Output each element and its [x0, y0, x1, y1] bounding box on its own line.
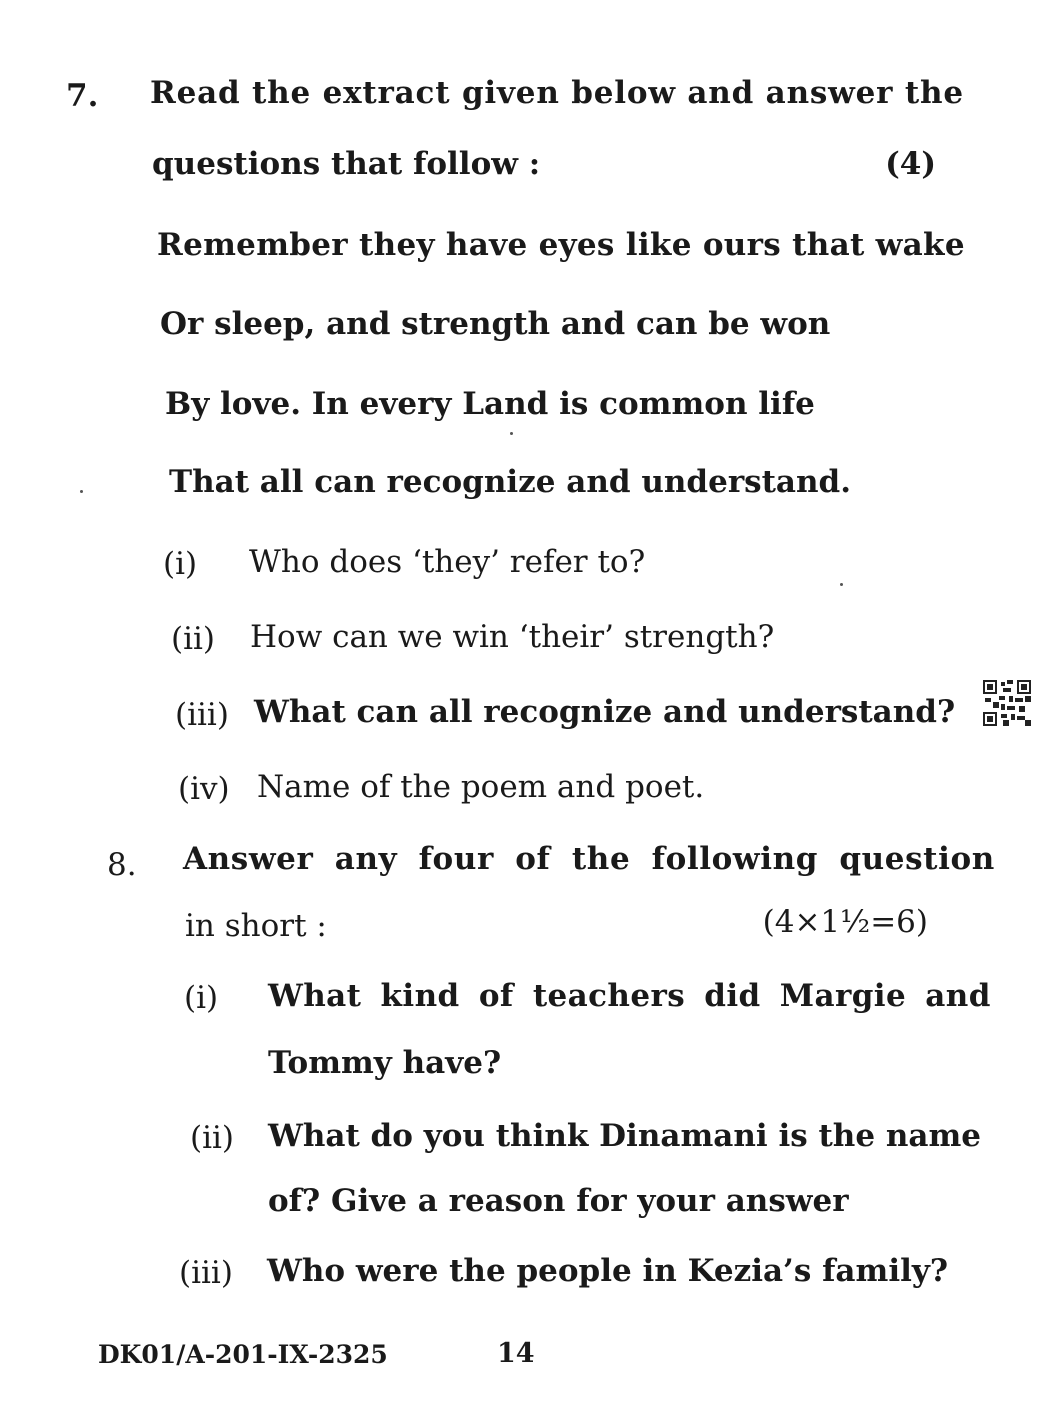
q7-prompt-line2: questions that follow :	[152, 146, 541, 182]
scan-speck	[510, 432, 513, 435]
q8-sub-i-label: (i)	[184, 980, 219, 1016]
q7-sub-iv-text: Name of the poem and poet.	[257, 769, 705, 805]
q7-marks: (4)	[885, 146, 936, 182]
q8-number: 8.	[107, 847, 137, 883]
scan-speck	[840, 583, 843, 586]
q8-prompt-line2: in short :	[185, 908, 327, 944]
q7-extract-line4: That all can recognize and understand.	[169, 464, 852, 500]
q7-extract-line1: Remember they have eyes like ours that wake	[157, 227, 965, 263]
q8-sub-ii-line1: What do you think Dinamani is the name	[268, 1118, 981, 1154]
q8-sub-ii-line2: of? Give a reason for your answer	[268, 1183, 849, 1219]
q8-prompt-line1: Answer any four of the following question	[183, 841, 995, 877]
q7-sub-iii-label: (iii)	[175, 697, 229, 733]
q7-extract-line2: Or sleep, and strength and can be won	[160, 306, 831, 342]
q7-sub-i-text: Who does ‘they’ refer to?	[249, 544, 646, 580]
q7-sub-ii-label: (ii)	[171, 621, 216, 657]
q7-number: 7.	[66, 78, 99, 114]
q7-sub-iv-label: (iv)	[178, 771, 230, 807]
q8-sub-iii-label: (iii)	[179, 1255, 233, 1291]
q7-sub-ii-text: How can we win ‘their’ strength?	[250, 619, 775, 655]
q7-extract-line3: By love. In every Land is common life	[165, 386, 815, 422]
q7-prompt-line1: Read the extract given below and answer the	[150, 75, 964, 111]
q8-sub-i-line1: What kind of teachers did Margie and	[268, 978, 991, 1014]
qr-code-icon	[983, 680, 1031, 726]
q7-sub-iii-text: What can all recognize and understand?	[254, 694, 956, 730]
q8-sub-i-line2: Tommy have?	[268, 1045, 502, 1081]
q8-marks: (4×1½=6)	[762, 904, 928, 940]
q7-sub-i-label: (i)	[163, 546, 198, 582]
page-number: 14	[497, 1338, 535, 1369]
scan-speck	[80, 490, 83, 493]
q8-sub-ii-label: (ii)	[190, 1120, 235, 1156]
paper-code: DK01/A-201-IX-2325	[98, 1340, 388, 1369]
q8-sub-iii-line1: Who were the people in Kezia’s family?	[267, 1253, 949, 1289]
